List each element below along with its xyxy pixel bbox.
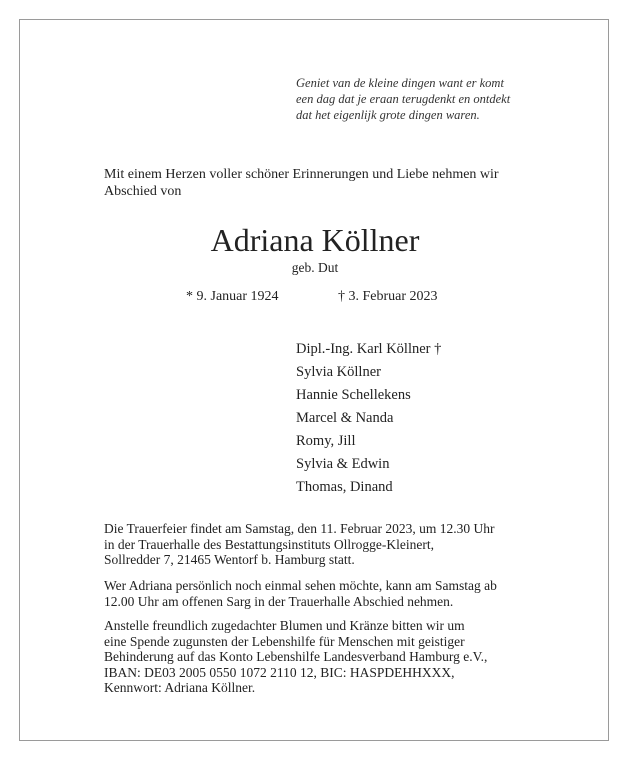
mourner-name: Sylvia Köllner — [296, 364, 381, 380]
death-date: † 3. Februar 2023 — [338, 289, 438, 304]
info-line: Anstelle freundlich zugedachter Blumen und Kränze bitten wir um — [104, 618, 465, 633]
info-line: IBAN: DE03 2005 0550 1072 2110 12, BIC: HASPDEHHXXX, — [104, 664, 455, 680]
info-line: 12.00 Uhr am offenen Sarg in der Trauerhalle Abschied nehmen. — [104, 593, 454, 609]
intro-line: Abschied von — [104, 184, 182, 199]
mourner-name: Thomas, Dinand — [296, 479, 393, 495]
info-line: Die Trauerfeier findet am Samstag, den 11. Februar 2023, um 12.30 Uhr — [104, 521, 495, 536]
donation-paragraph — [104, 618, 574, 696]
viewing-paragraph — [104, 578, 574, 609]
intro-line: Mit einem Herzen voller schöner Erinnerungen und Liebe nehmen wir — [104, 167, 499, 182]
mourners-list — [296, 338, 441, 499]
info-line: Wer Adriana persönlich noch einmal sehen möchte, kann am Samstag ab — [104, 578, 497, 593]
deceased-name: Adriana Köllner — [210, 222, 420, 258]
info-line: eine Spende zugunsten der Lebenshilfe für Menschen mit geistiger — [104, 633, 465, 649]
intro-text — [104, 166, 564, 200]
funeral-paragraph — [104, 521, 574, 568]
info-line: Sollredder 7, 21465 Wentorf b. Hamburg statt. — [104, 552, 355, 567]
maiden-name: geb. Dut — [291, 260, 339, 275]
poem-line: een dag dat je eraan terugdenkt en ontdekt — [296, 92, 511, 106]
info-line: in der Trauerhalle des Bestattungsinstituts Ollrogge-Kleinert, — [104, 536, 434, 552]
poem-quote — [296, 75, 586, 123]
info-line: Behinderung auf das Konto Lebenshilfe Landesverband Hamburg e.V., — [104, 649, 488, 664]
mourner-name: Marcel & Nanda — [296, 410, 394, 426]
mourner-name: Dipl.-Ing. Karl Köllner † — [296, 341, 442, 357]
poem-line: dat het eigenlijk grote dingen waren. — [296, 108, 480, 122]
poem-line: Geniet van de kleine dingen want er komt — [296, 76, 504, 90]
birth-date: * 9. Januar 1924 — [186, 289, 279, 304]
info-line: Kennwort: Adriana Köllner. — [104, 680, 256, 695]
mourner-name: Romy, Jill — [296, 433, 356, 449]
mourner-name: Sylvia & Edwin — [296, 456, 390, 472]
mourner-name: Hannie Schellekens — [296, 387, 411, 403]
